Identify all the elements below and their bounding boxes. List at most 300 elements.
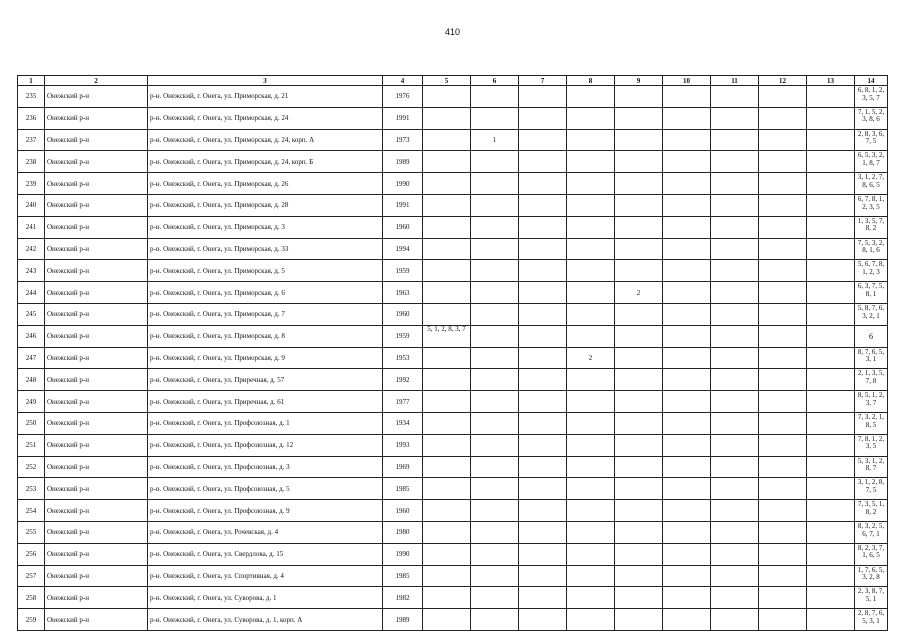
row-number: 257 <box>18 565 45 587</box>
col8-cell <box>567 151 615 173</box>
district-cell: Онежский р-н <box>45 521 148 543</box>
year-cell: 1963 <box>383 282 423 304</box>
table-row <box>18 238 888 260</box>
col8-cell <box>567 412 615 434</box>
col14-cell: 6 <box>855 325 888 347</box>
col10-cell <box>663 391 711 413</box>
district-cell: Онежский р-н <box>45 216 148 238</box>
table-row <box>18 412 888 434</box>
row-number: 249 <box>18 391 45 413</box>
table-row <box>18 478 888 500</box>
year-cell: 1960 <box>383 216 423 238</box>
col14-cell: 7, 8, 1, 2, 3, 5 <box>855 434 888 456</box>
col10-cell <box>663 369 711 391</box>
col14-cell: 3, 1, 2, 8, 7, 5 <box>855 478 888 500</box>
year-cell: 1985 <box>383 565 423 587</box>
address-cell: р-н. Онежский, г. Онега, ул. Рочевская, д. 4 <box>148 521 383 543</box>
col9-cell <box>615 456 663 478</box>
district-cell: Онежский р-н <box>45 412 148 434</box>
col8-cell <box>567 434 615 456</box>
col7-cell <box>519 216 567 238</box>
column-header: 9 <box>615 76 663 86</box>
col6-cell <box>471 194 519 216</box>
col13-cell <box>807 565 855 587</box>
address-cell: р-н. Онежский, г. Онега, ул. Спортивная, д. 4 <box>148 565 383 587</box>
col9-cell <box>615 303 663 325</box>
col9-cell <box>615 391 663 413</box>
col6-cell <box>471 216 519 238</box>
housing-table <box>17 75 888 631</box>
col5-cell <box>423 587 471 609</box>
col13-cell <box>807 587 855 609</box>
col14-cell: 5, 8, 7, 6, 3, 2, 1 <box>855 303 888 325</box>
col12-cell <box>759 478 807 500</box>
col6-cell <box>471 609 519 631</box>
row-number: 239 <box>18 173 45 195</box>
col9-cell <box>615 129 663 151</box>
col13-cell <box>807 107 855 129</box>
col13-cell <box>807 282 855 304</box>
table-row <box>18 325 888 347</box>
col11-cell <box>711 500 759 522</box>
col8-cell <box>567 194 615 216</box>
col10-cell <box>663 129 711 151</box>
col13-cell <box>807 238 855 260</box>
table-row <box>18 609 888 631</box>
year-cell: 1994 <box>383 238 423 260</box>
col12-cell <box>759 238 807 260</box>
col14-cell: 5, 3, 1, 2, 8, 7 <box>855 456 888 478</box>
col6-cell <box>471 478 519 500</box>
col9-cell <box>615 325 663 347</box>
col8-cell <box>567 260 615 282</box>
col14-cell: 2, 3, 8, 7, 5, 1 <box>855 587 888 609</box>
col5-cell <box>423 86 471 108</box>
col12-cell <box>759 412 807 434</box>
col11-cell <box>711 86 759 108</box>
year-cell: 1980 <box>383 521 423 543</box>
address-cell: р-н. Онежский, г. Онега, ул. Приморская, д. 24, корп. А <box>148 129 383 151</box>
col6-cell <box>471 347 519 369</box>
column-header: 10 <box>663 76 711 86</box>
col6-cell <box>471 303 519 325</box>
col12-cell <box>759 194 807 216</box>
column-header: 12 <box>759 76 807 86</box>
col13-cell <box>807 216 855 238</box>
col10-cell <box>663 282 711 304</box>
row-number: 246 <box>18 325 45 347</box>
column-header: 1 <box>18 76 45 86</box>
col10-cell <box>663 347 711 369</box>
col12-cell <box>759 325 807 347</box>
col14-cell: 8, 2, 3, 7, 1, 6, 5 <box>855 543 888 565</box>
col8-cell <box>567 129 615 151</box>
table-row <box>18 521 888 543</box>
district-cell: Онежский р-н <box>45 282 148 304</box>
col11-cell <box>711 260 759 282</box>
address-cell: р-н. Онежский, г. Онега, ул. Приморская, д. 28 <box>148 194 383 216</box>
col6-cell <box>471 391 519 413</box>
col5-cell <box>423 347 471 369</box>
year-cell: 1991 <box>383 107 423 129</box>
col8-cell <box>567 369 615 391</box>
col6-cell <box>471 369 519 391</box>
column-header: 8 <box>567 76 615 86</box>
row-number: 251 <box>18 434 45 456</box>
col14-cell: 8, 7, 6, 5, 3, 1 <box>855 347 888 369</box>
col14-cell: 6, 5, 3, 2, 1, 8, 7 <box>855 151 888 173</box>
col9-cell <box>615 478 663 500</box>
address-cell: р-н. Онежский, г. Онега, ул. Приморская, д. 6 <box>148 282 383 304</box>
col11-cell <box>711 151 759 173</box>
col13-cell <box>807 521 855 543</box>
table-row <box>18 129 888 151</box>
col11-cell <box>711 282 759 304</box>
col8-cell <box>567 500 615 522</box>
row-number: 245 <box>18 303 45 325</box>
col5-cell <box>423 434 471 456</box>
col9-cell <box>615 521 663 543</box>
col8-cell <box>567 107 615 129</box>
row-number: 244 <box>18 282 45 304</box>
row-number: 256 <box>18 543 45 565</box>
district-cell: Онежский р-н <box>45 434 148 456</box>
address-cell: р-н. Онежский, г. Онега, ул. Профсоюзная, д. 9 <box>148 500 383 522</box>
col7-cell <box>519 565 567 587</box>
district-cell: Онежский р-н <box>45 478 148 500</box>
col9-cell <box>615 369 663 391</box>
col9-cell <box>615 587 663 609</box>
row-number: 250 <box>18 412 45 434</box>
col12-cell <box>759 369 807 391</box>
col9-cell <box>615 500 663 522</box>
column-header: 4 <box>383 76 423 86</box>
col14-cell: 7, 3, 5, 1, 8, 2 <box>855 500 888 522</box>
col13-cell <box>807 86 855 108</box>
district-cell: Онежский р-н <box>45 260 148 282</box>
col12-cell <box>759 260 807 282</box>
column-header: 13 <box>807 76 855 86</box>
year-cell: 1991 <box>383 194 423 216</box>
district-cell: Онежский р-н <box>45 565 148 587</box>
column-header: 11 <box>711 76 759 86</box>
col5-cell <box>423 478 471 500</box>
col14-cell: 6, 7, 8, 1, 2, 3, 5 <box>855 194 888 216</box>
row-number: 248 <box>18 369 45 391</box>
col5-cell <box>423 216 471 238</box>
table-row <box>18 173 888 195</box>
col12-cell <box>759 565 807 587</box>
row-number: 255 <box>18 521 45 543</box>
col10-cell <box>663 260 711 282</box>
col13-cell <box>807 129 855 151</box>
col14-cell: 8, 5, 1, 2, 3, 7 <box>855 391 888 413</box>
col8-cell <box>567 391 615 413</box>
district-cell: Онежский р-н <box>45 194 148 216</box>
col5-cell <box>423 609 471 631</box>
row-number: 258 <box>18 587 45 609</box>
year-cell: 1989 <box>383 609 423 631</box>
header-row <box>18 76 888 86</box>
col14-cell: 3, 1, 2, 7, 8, 6, 5 <box>855 173 888 195</box>
col14-cell: 7, 3, 2, 1, 8, 5 <box>855 412 888 434</box>
col9-cell <box>615 260 663 282</box>
address-cell: р-н. Онежский, г. Онега, ул. Приморская, д. 26 <box>148 173 383 195</box>
col8-cell <box>567 173 615 195</box>
col6-cell <box>471 412 519 434</box>
col6-cell <box>471 238 519 260</box>
col9-cell <box>615 107 663 129</box>
col7-cell <box>519 543 567 565</box>
col14-cell: 2, 1, 3, 5, 7, 8 <box>855 369 888 391</box>
address-cell: р-н. Онежский, г. Онега, ул. Суворова, д. 1 <box>148 587 383 609</box>
row-number: 254 <box>18 500 45 522</box>
row-number: 253 <box>18 478 45 500</box>
col10-cell <box>663 238 711 260</box>
col7-cell <box>519 456 567 478</box>
row-number: 241 <box>18 216 45 238</box>
year-cell: 1990 <box>383 173 423 195</box>
col7-cell <box>519 194 567 216</box>
page-number: 410 <box>444 27 461 37</box>
col6-cell <box>471 543 519 565</box>
col8-cell <box>567 325 615 347</box>
col12-cell <box>759 587 807 609</box>
col6-cell <box>471 456 519 478</box>
district-cell: Онежский р-н <box>45 107 148 129</box>
col10-cell <box>663 587 711 609</box>
col14-cell: 1, 3, 5, 7, 8, 2 <box>855 216 888 238</box>
col11-cell <box>711 107 759 129</box>
address-cell: р-н. Онежский, г. Онега, ул. Приморская, д. 21 <box>148 86 383 108</box>
column-header: 3 <box>148 76 383 86</box>
col11-cell <box>711 587 759 609</box>
address-cell: р-н. Онежский, г. Онега, ул. Суворова, д. 1, корп. А <box>148 609 383 631</box>
col10-cell <box>663 565 711 587</box>
table-row <box>18 151 888 173</box>
col5-cell <box>423 369 471 391</box>
address-cell: р-н. Онежский, г. Онега, ул. Свердлова, д. 15 <box>148 543 383 565</box>
col9-cell <box>615 412 663 434</box>
column-header: 14 <box>855 76 888 86</box>
col7-cell <box>519 391 567 413</box>
year-cell: 1960 <box>383 500 423 522</box>
table-row <box>18 543 888 565</box>
address-cell: р-н. Онежский, г. Онега, ул. Приморская, д. 33 <box>148 238 383 260</box>
year-cell: 1953 <box>383 347 423 369</box>
table-row <box>18 500 888 522</box>
col13-cell <box>807 412 855 434</box>
col14-cell: 2, 8, 3, 6, 7, 5 <box>855 129 888 151</box>
row-number: 247 <box>18 347 45 369</box>
col12-cell <box>759 434 807 456</box>
col7-cell <box>519 86 567 108</box>
table-row <box>18 216 888 238</box>
district-cell: Онежский р-н <box>45 587 148 609</box>
year-cell: 1969 <box>383 456 423 478</box>
col5-cell <box>423 521 471 543</box>
col10-cell <box>663 543 711 565</box>
col14-cell: 5, 6, 7, 8, 1, 2, 3 <box>855 260 888 282</box>
col8-cell <box>567 565 615 587</box>
col10-cell <box>663 500 711 522</box>
col6-cell <box>471 173 519 195</box>
year-cell: 1990 <box>383 543 423 565</box>
district-cell: Онежский р-н <box>45 325 148 347</box>
col10-cell <box>663 107 711 129</box>
col11-cell <box>711 194 759 216</box>
col7-cell <box>519 521 567 543</box>
col10-cell <box>663 521 711 543</box>
col8-cell <box>567 521 615 543</box>
table-row <box>18 260 888 282</box>
year-cell: 1992 <box>383 369 423 391</box>
col10-cell <box>663 434 711 456</box>
address-cell: р-н. Онежский, г. Онега, ул. Приморская, д. 3 <box>148 216 383 238</box>
address-cell: р-н. Онежский, г. Онега, ул. Профсоюзная, д. 3 <box>148 456 383 478</box>
year-cell: 1989 <box>383 151 423 173</box>
table-row <box>18 107 888 129</box>
col6-cell <box>471 86 519 108</box>
row-number: 236 <box>18 107 45 129</box>
col7-cell <box>519 173 567 195</box>
col10-cell <box>663 86 711 108</box>
col7-cell <box>519 325 567 347</box>
col12-cell <box>759 391 807 413</box>
col10-cell <box>663 478 711 500</box>
district-cell: Онежский р-н <box>45 129 148 151</box>
col5-cell <box>423 151 471 173</box>
year-cell: 1973 <box>383 129 423 151</box>
col8-cell <box>567 609 615 631</box>
col11-cell <box>711 412 759 434</box>
table-body <box>18 86 888 631</box>
col7-cell <box>519 260 567 282</box>
col6-cell <box>471 107 519 129</box>
district-cell: Онежский р-н <box>45 543 148 565</box>
col13-cell <box>807 456 855 478</box>
address-cell: р-н. Онежский, г. Онега, ул. Приречная, д. 57 <box>148 369 383 391</box>
col9-cell <box>615 565 663 587</box>
row-number: 259 <box>18 609 45 631</box>
col12-cell <box>759 303 807 325</box>
col12-cell <box>759 216 807 238</box>
col5-cell <box>423 282 471 304</box>
col5-cell <box>423 173 471 195</box>
col7-cell <box>519 434 567 456</box>
col11-cell <box>711 238 759 260</box>
col5-cell <box>423 260 471 282</box>
table-row <box>18 456 888 478</box>
address-cell: р-н. Онежский, г. Онега, ул. Приречная, д. 61 <box>148 391 383 413</box>
col11-cell <box>711 129 759 151</box>
col8-cell <box>567 478 615 500</box>
district-cell: Онежский р-н <box>45 173 148 195</box>
col5-cell <box>423 107 471 129</box>
col11-cell <box>711 303 759 325</box>
table-row <box>18 194 888 216</box>
col10-cell <box>663 216 711 238</box>
table-row <box>18 347 888 369</box>
col5-cell <box>423 543 471 565</box>
col7-cell <box>519 412 567 434</box>
address-cell: р-н. Онежский, г. Онега, ул. Приморская, д. 9 <box>148 347 383 369</box>
col7-cell <box>519 587 567 609</box>
year-cell: 1985 <box>383 478 423 500</box>
col10-cell <box>663 412 711 434</box>
col8-cell <box>567 456 615 478</box>
col12-cell <box>759 500 807 522</box>
district-cell: Онежский р-н <box>45 456 148 478</box>
col13-cell <box>807 391 855 413</box>
col14-cell: 6, 8, 1, 2, 3, 5, 7 <box>855 86 888 108</box>
col5-cell <box>423 412 471 434</box>
col8-cell <box>567 303 615 325</box>
col9-cell <box>615 609 663 631</box>
column-header: 7 <box>519 76 567 86</box>
col8-cell <box>567 86 615 108</box>
col7-cell <box>519 609 567 631</box>
table-row <box>18 565 888 587</box>
col9-cell <box>615 151 663 173</box>
col11-cell <box>711 347 759 369</box>
col12-cell <box>759 456 807 478</box>
col5-cell <box>423 391 471 413</box>
col11-cell <box>711 325 759 347</box>
col8-cell: 2 <box>567 347 615 369</box>
col9-cell <box>615 543 663 565</box>
district-cell: Онежский р-н <box>45 238 148 260</box>
col5-cell <box>423 500 471 522</box>
col10-cell <box>663 303 711 325</box>
col12-cell <box>759 107 807 129</box>
col12-cell <box>759 521 807 543</box>
table-row <box>18 282 888 304</box>
col13-cell <box>807 151 855 173</box>
col11-cell <box>711 478 759 500</box>
col7-cell <box>519 107 567 129</box>
district-cell: Онежский р-н <box>45 347 148 369</box>
col12-cell <box>759 86 807 108</box>
address-cell: р-н. Онежский, г. Онега, ул. Приморская, д. 24, корп. Б <box>148 151 383 173</box>
col11-cell <box>711 216 759 238</box>
table-row <box>18 369 888 391</box>
district-cell: Онежский р-н <box>45 303 148 325</box>
address-cell: р-н. Онежский, г. Онега, ул. Приморская, д. 8 <box>148 325 383 347</box>
table-row <box>18 303 888 325</box>
year-cell: 1960 <box>383 303 423 325</box>
col7-cell <box>519 129 567 151</box>
col14-cell: 2, 8, 7, 6, 5, 3, 1 <box>855 609 888 631</box>
table-row <box>18 86 888 108</box>
col10-cell <box>663 456 711 478</box>
col12-cell <box>759 151 807 173</box>
col5-cell <box>423 456 471 478</box>
col12-cell <box>759 282 807 304</box>
col10-cell <box>663 325 711 347</box>
year-cell: 1982 <box>383 587 423 609</box>
row-number: 238 <box>18 151 45 173</box>
district-cell: Онежский р-н <box>45 151 148 173</box>
column-header: 5 <box>423 76 471 86</box>
row-number: 252 <box>18 456 45 478</box>
district-cell: Онежский р-н <box>45 391 148 413</box>
col6-cell <box>471 282 519 304</box>
col12-cell <box>759 173 807 195</box>
col9-cell <box>615 173 663 195</box>
col13-cell <box>807 609 855 631</box>
col5-cell <box>423 565 471 587</box>
